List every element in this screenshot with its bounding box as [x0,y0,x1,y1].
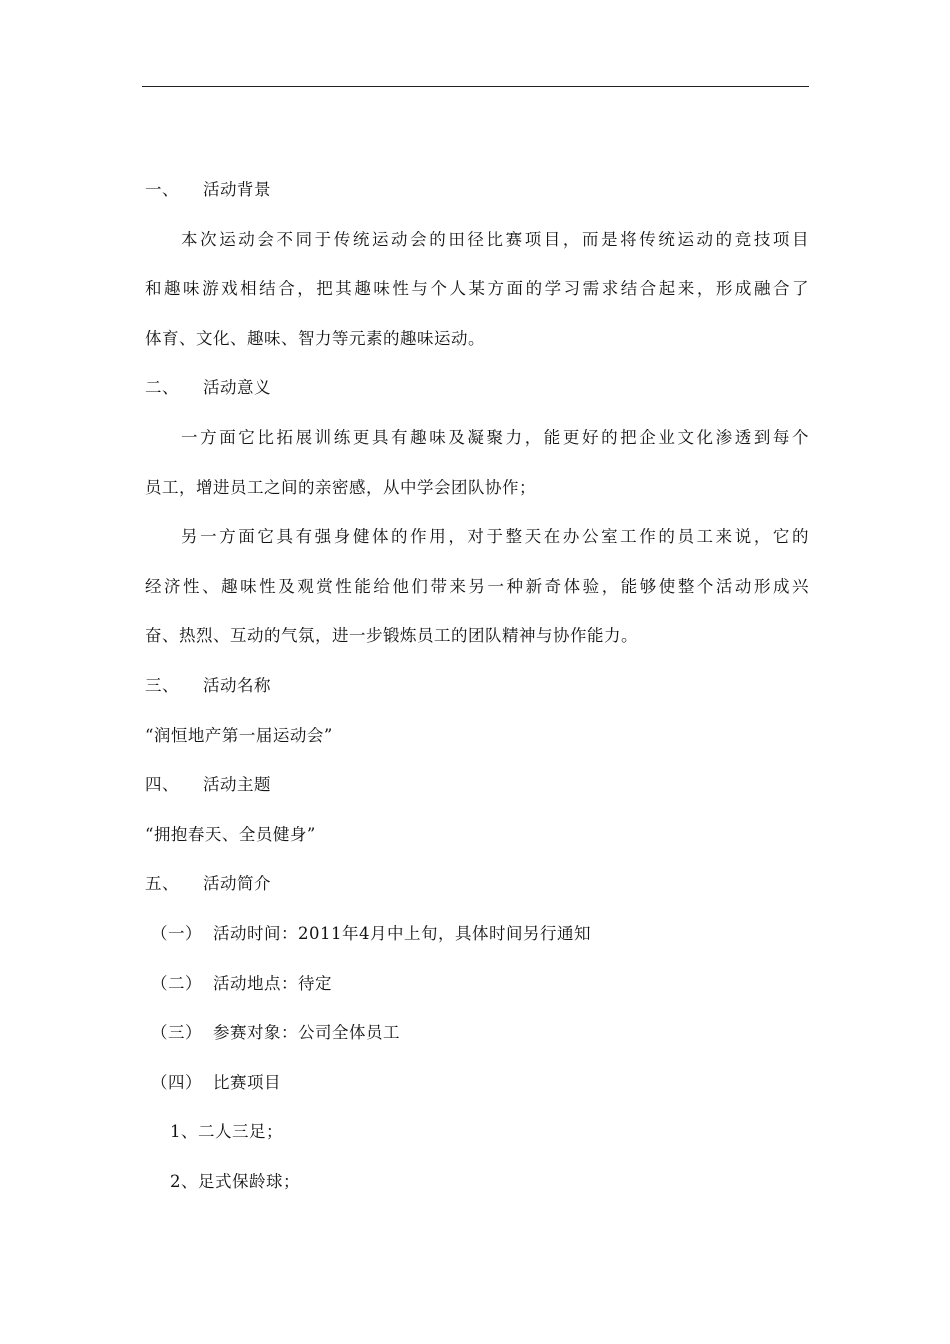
section-number: 一、 [145,180,179,199]
paragraph-line: 经济性、趣味性及观赏性能给他们带来另一种新奇体验，能够使整个活动形成兴 [145,576,809,596]
intro-item-text: 活动地点：待定 [213,973,332,993]
section-title: 活动主题 [203,775,271,795]
section-heading-intro [145,859,809,909]
section-number: 二、 [145,378,179,398]
paragraph-line: 和趣味游戏相结合，把其趣味性与个人某方面的学习需求结合起来，形成融合了 [145,279,809,299]
intro-item-participants [145,1008,809,1058]
section-number: 三、 [145,675,179,695]
paragraph-line: 本次运动会不同于传统运动会的田径比赛项目，而是将传统运动的竞技项目 [181,229,809,249]
event-name-value: “润恒地产第一届运动会” [145,725,333,745]
paragraph-line: 一方面它比拓展训练更具有趣味及凝聚力，能更好的把企业文化渗透到每个 [181,427,809,447]
intro-item-text: 活动时间：2011年4月中上旬，具体时间另行通知 [213,923,591,943]
section-title: 活动简介 [203,874,271,894]
paragraph-line: 奋、热烈、互动的气氛，进一步锻炼员工的团队精神与协作能力。 [145,626,638,646]
section-title: 活动背景 [203,180,271,199]
intro-item-number: （四） [151,1072,202,1092]
background-paragraph-cont [145,264,809,363]
intro-item-events [145,1058,809,1108]
section-heading-background [145,165,809,215]
meaning-paragraph-1 [145,413,809,463]
meaning-paragraph-2-cont [145,562,809,661]
paragraph-line: 另一方面它具有强身健体的作用，对于整天在办公室工作的员工来说，它的 [181,527,809,547]
intro-item-location [145,959,809,1009]
header-rule [142,86,809,87]
intro-item-number: （三） [151,1023,202,1043]
section-heading-theme [145,760,809,810]
intro-item-text: 参赛对象：公司全体员工 [213,1023,400,1043]
intro-item-number: （一） [151,923,202,943]
event-list-item: 2、足式保龄球； [170,1171,300,1191]
paragraph-line: 员工，增进员工之间的亲密感，从中学会团队协作； [145,477,536,497]
section-number: 五、 [145,874,179,894]
meaning-paragraph-2 [145,512,809,562]
event-list-item: 1、二人三足； [170,1122,283,1142]
section-heading-meaning [145,363,809,413]
section-heading-name [145,661,809,711]
intro-item-number: （二） [151,973,202,993]
intro-item-time [145,909,809,959]
section-title: 活动名称 [203,675,271,695]
section-title: 活动意义 [203,378,271,398]
paragraph-line: 体育、文化、趣味、智力等元素的趣味运动。 [145,328,485,348]
document-body [145,165,809,1206]
section-number: 四、 [145,775,179,795]
background-paragraph [145,215,809,265]
intro-item-text: 比赛项目 [213,1072,281,1092]
event-theme-value: “拥抱春天、全员健身” [145,824,316,844]
meaning-paragraph-1-cont [145,463,809,513]
